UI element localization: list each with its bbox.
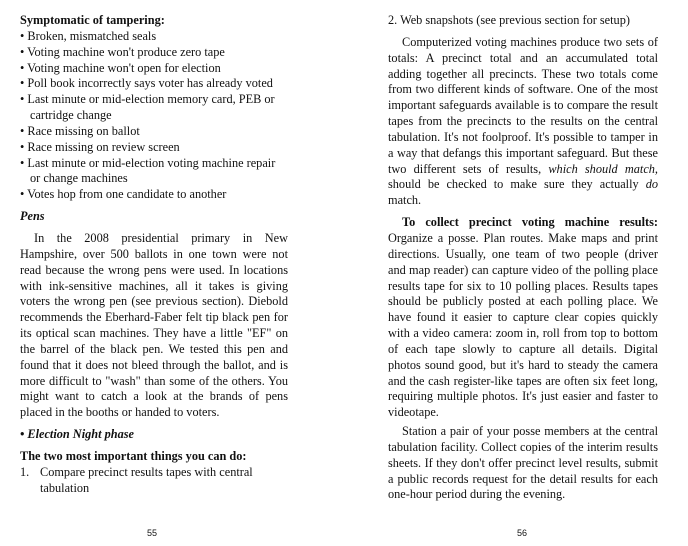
collect-results-heading: To collect precinct voting machine results: [402,215,658,230]
list-item: • Votes hop from one candidate to another [20,187,288,203]
left-page [20,0,288,546]
tampering-heading: Symptomatic of tampering: [20,13,165,27]
text-span: match. [388,193,422,208]
list-item [20,465,288,497]
emphasis: do [645,177,658,192]
tampering-list [20,29,288,203]
election-night-heading: • Election Night phase [20,427,134,442]
emphasis: which should match, [548,161,659,176]
list-item: • Poll book incorrectly says voter has already voted [20,76,288,92]
text-span: should be checked to make sure they actually [388,177,639,192]
right-page [388,0,658,546]
page-number: 56 [517,528,528,538]
step-number: 1. [20,464,30,479]
pens-heading: Pens [20,209,45,224]
list-item: • Last minute or mid-election memory card, PEB or cartridge change [20,92,288,124]
step-2: 2. Web snapshots (see previous section for setup) [388,13,630,27]
list-item: • Last minute or mid-election voting machine repair or change machines [20,156,288,188]
step-text: Compare precinct results tapes with central tabulation [40,464,253,495]
tabulation-paragraph: Station a pair of your posse members at the central tabulation facility. Collect copies of the interim results sheets. If they don't offer precinct level results, submit a public records request for the detail results for each one-hour period during the evening. [388,424,658,502]
list-item: • Race missing on ballot [20,124,288,140]
text-span: Computerized voting machines produce two sets of totals: A precinct total and an accumulated total adding together all precincts. These two totals come from two different kinds of software. One of the most important safeguards available is to compare the result tapes from the precincts to the results on the central tabulation. It's not foolproof. It's possible to tamper in a way that defangs this important safeguard. But these two different sets of results, [388,34,658,176]
two-things-heading: The two most important things you can do: [20,448,247,463]
page-number: 55 [147,528,158,538]
list-item: • Race missing on review screen [20,140,288,156]
left-page-content [20,13,288,496]
steps-list [20,465,288,497]
right-page-content [388,13,658,503]
collect-results-paragraph [388,215,658,421]
totals-paragraph [388,35,658,209]
list-item: • Broken, mismatched seals [20,29,288,45]
list-item: • Voting machine won't open for election [20,61,288,77]
pens-paragraph: In the 2008 presidential primary in New Hampshire, over 500 ballots in one town were not read because the wrong pens were used. In locations with ink-sensitive machines, all it takes is giving voters the wrong pen (see previous section). Diebold recommends the Eberhard-Faber felt tip black pen for its optical scan machines. They have a little "EF" on the barrel of the black pen. We tested this pen and found that it does not bleed through the ballot, and is more difficult to "wash" than some of the others. You might want to catch a look at the brands of pens placed in the booths or handed to voters. [20,230,288,420]
text-span: Organize a posse. Plan routes. Make maps and print directions. Usually, one team of two people (driver and map reader) can capture video of the polling place results tape for six to 10 polling places. Results tapes should be publicly posted at each polling place. We have found it easier to capture clear copies quickly with a video camera: zoom in, roll from top to bottom of each tape slowly to capture all details. Digital photos sound good, but it's hard to steady the camera and the cash register-like tapes are often six feet long, requiring multiple photos. It's just easier and faster to videotape. [388,230,658,420]
list-item: • Voting machine won't produce zero tape [20,45,288,61]
